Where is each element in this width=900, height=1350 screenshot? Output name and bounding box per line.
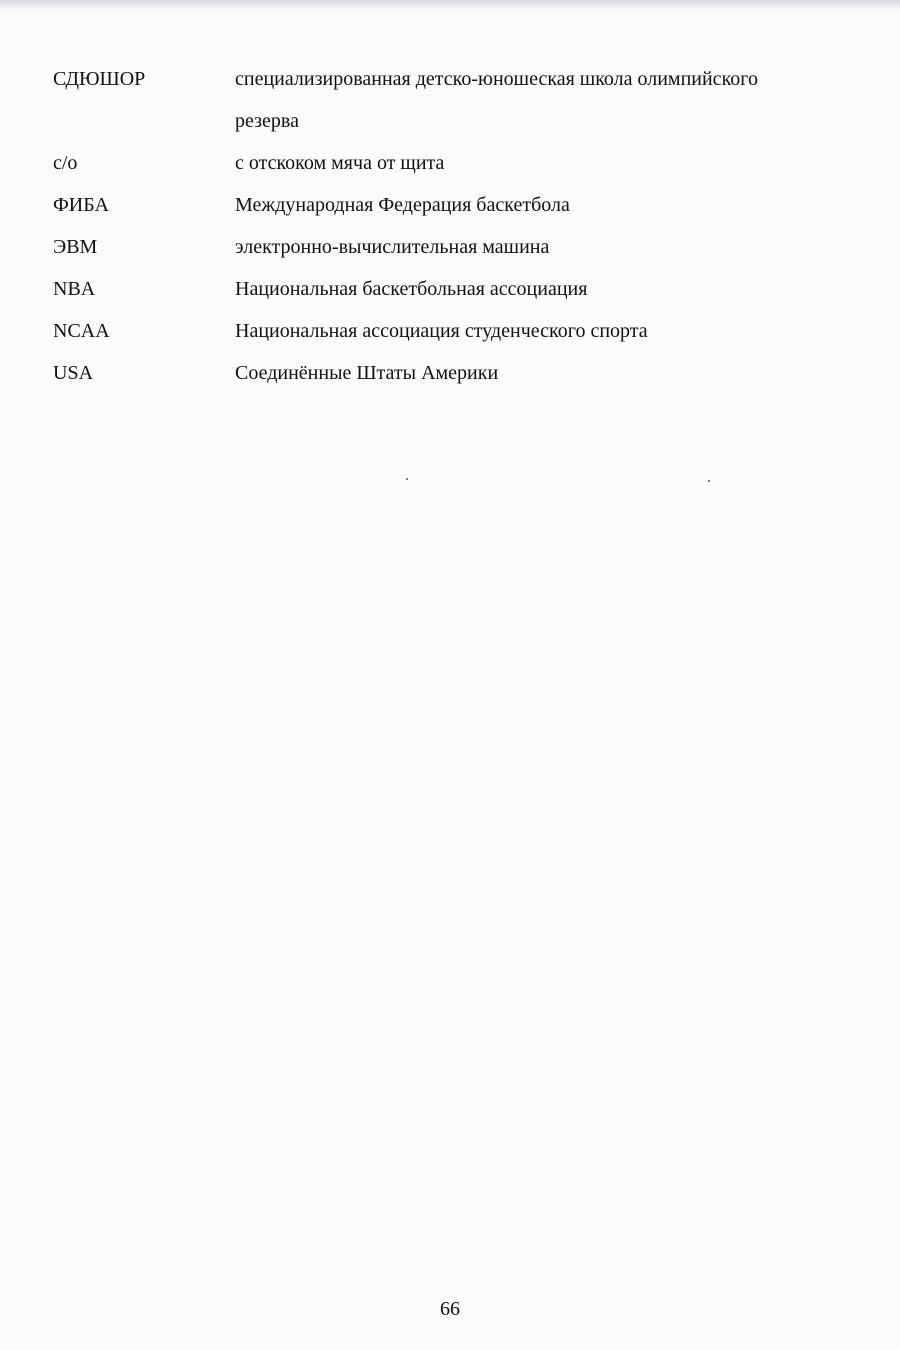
abbreviation-row: [53, 184, 873, 226]
abbreviation-list: [53, 58, 873, 394]
abbreviation-term: USA: [53, 362, 94, 384]
abbreviation-row: [53, 352, 873, 394]
abbreviation-term: [53, 100, 235, 142]
abbreviation-term: ФИБА: [53, 194, 109, 216]
abbreviation-definition: Соединённые Штаты Америки: [235, 362, 499, 384]
abbreviation-term: с/о: [53, 152, 78, 174]
abbreviation-row: [53, 100, 873, 142]
scan-top-edge: [0, 0, 900, 10]
abbreviation-row: [53, 268, 873, 310]
abbreviation-definition: с отскоком мяча от щита: [235, 152, 445, 174]
abbreviation-term: ЭВМ: [53, 236, 98, 258]
page-number: 66: [440, 1298, 460, 1320]
abbreviation-term: СДЮШОР: [53, 68, 146, 90]
abbreviation-term: NCAA: [53, 320, 110, 342]
scan-speck: [406, 478, 408, 480]
abbreviation-definition: специализированная детско-юношеская школа олимпийского: [235, 68, 758, 90]
abbreviation-definition: Национальная баскетбольная ассоциация: [235, 278, 588, 300]
abbreviation-row: [53, 58, 873, 100]
abbreviation-definition: резерва: [235, 110, 299, 132]
abbreviation-definition: электронно-вычислительная машина: [235, 236, 550, 258]
abbreviation-row: [53, 226, 873, 268]
abbreviation-row: [53, 310, 873, 352]
abbreviation-definition: Национальная ассоциация студенческого спорта: [235, 320, 648, 342]
abbreviation-definition: Международная Федерация баскетбола: [235, 194, 570, 216]
abbreviation-term: NBA: [53, 278, 96, 300]
scan-speck: [708, 480, 710, 482]
abbreviation-row: [53, 142, 873, 184]
